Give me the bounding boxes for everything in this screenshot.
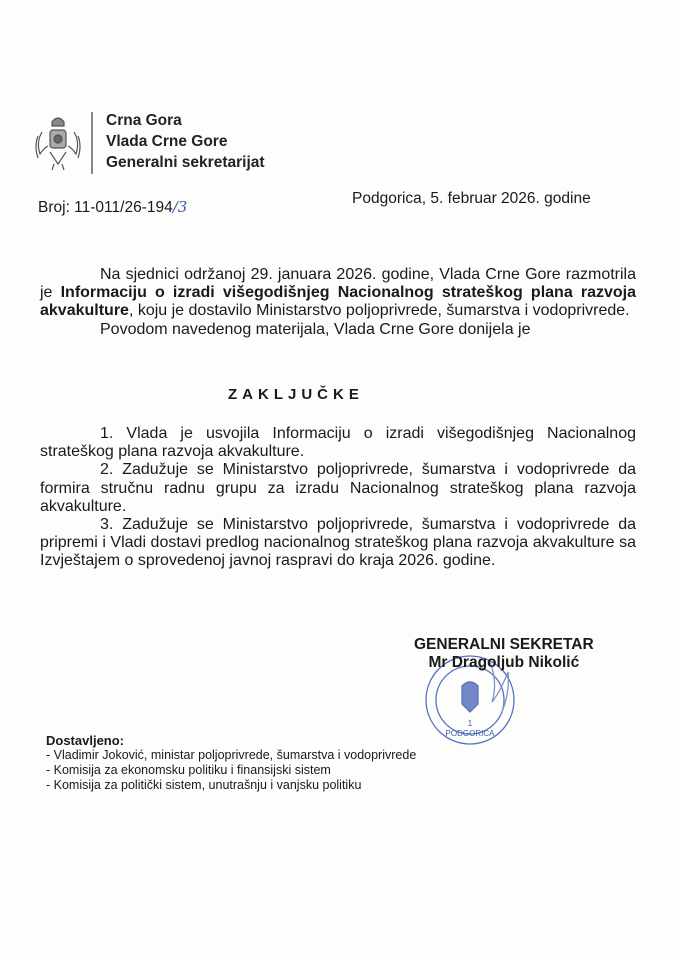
stamp-city: PODGORICA	[445, 729, 495, 738]
issuer-country: Crna Gora	[106, 112, 182, 129]
reference-label: Broj: 11-011/26-194	[38, 199, 173, 216]
signatory-title: GENERALNI SEKRETAR	[414, 636, 594, 653]
conclusions-list	[40, 425, 636, 571]
handwritten-suffix: /3	[172, 198, 188, 216]
intro-document-title: Informaciju o izradi višegodišnjeg Nacionalnog strateškog plana razvoja akvakulture	[40, 284, 636, 320]
issuer-office: Generalni sekretarijat	[106, 154, 265, 171]
issuer-block	[106, 110, 265, 173]
conclusions-title: ZAKLJUČKE	[228, 386, 364, 403]
signatory-name: Mr Dragoljub Nikolić	[428, 654, 580, 671]
signature-block	[414, 636, 594, 672]
intro-second-paragraph: Povodom navedenog materijala, Vlada Crne Gore donijela je	[100, 320, 531, 338]
conclusion-item: 3. Zadužuje se Ministarstvo poljoprivrede, šumarstva i vodoprivrede da pripremi i Vladi dostavi predlog nacionalnog strateškog plana razvoja akvakulture sa Izvještajem o sprovedenoj javnoj raspravi do kraja 2026. godine.	[40, 516, 636, 570]
distribution-list	[46, 733, 416, 793]
issuer-government: Vlada Crne Gore	[106, 133, 228, 150]
svg-text:1: 1	[467, 719, 473, 728]
header-divider	[91, 112, 93, 174]
intro-text-1: Na sjednici održanoj 29. januara 2026. godine, Vlada Crne Gore razmotrila je	[40, 266, 636, 302]
distribution-item: - Komisija za ekonomsku politiku i finansijski sistem	[46, 763, 331, 777]
distribution-item: - Vladimir Joković, ministar poljoprivrede, šumarstva i vodoprivrede	[46, 748, 417, 762]
distribution-heading: Dostavljeno:	[46, 733, 125, 748]
reference-number	[38, 198, 187, 217]
date-line: Podgorica, 5. februar 2026. godine	[352, 190, 591, 207]
conclusion-item: 2. Zadužuje se Ministarstvo poljoprivrede, šumarstva i vodoprivrede da formira stručnu radnu grupu za izradu Nacionalnog strateškog plana razvoja akvakulture.	[40, 461, 636, 515]
distribution-item: - Komisija za politički sistem, unutrašnju i vanjsku politiku	[46, 778, 362, 792]
intro-paragraph	[40, 266, 636, 321]
intro-section	[40, 266, 636, 339]
intro-text-2: , koju je dostavilo Ministarstvo poljoprivrede, šumarstva i vodoprivrede.	[128, 302, 630, 320]
conclusion-item: 1. Vlada je usvojila Informaciju o izradi višegodišnjeg Nacionalnog strateškog plana razvoja akvakulture.	[40, 425, 636, 461]
coat-of-arms-icon	[34, 112, 82, 174]
